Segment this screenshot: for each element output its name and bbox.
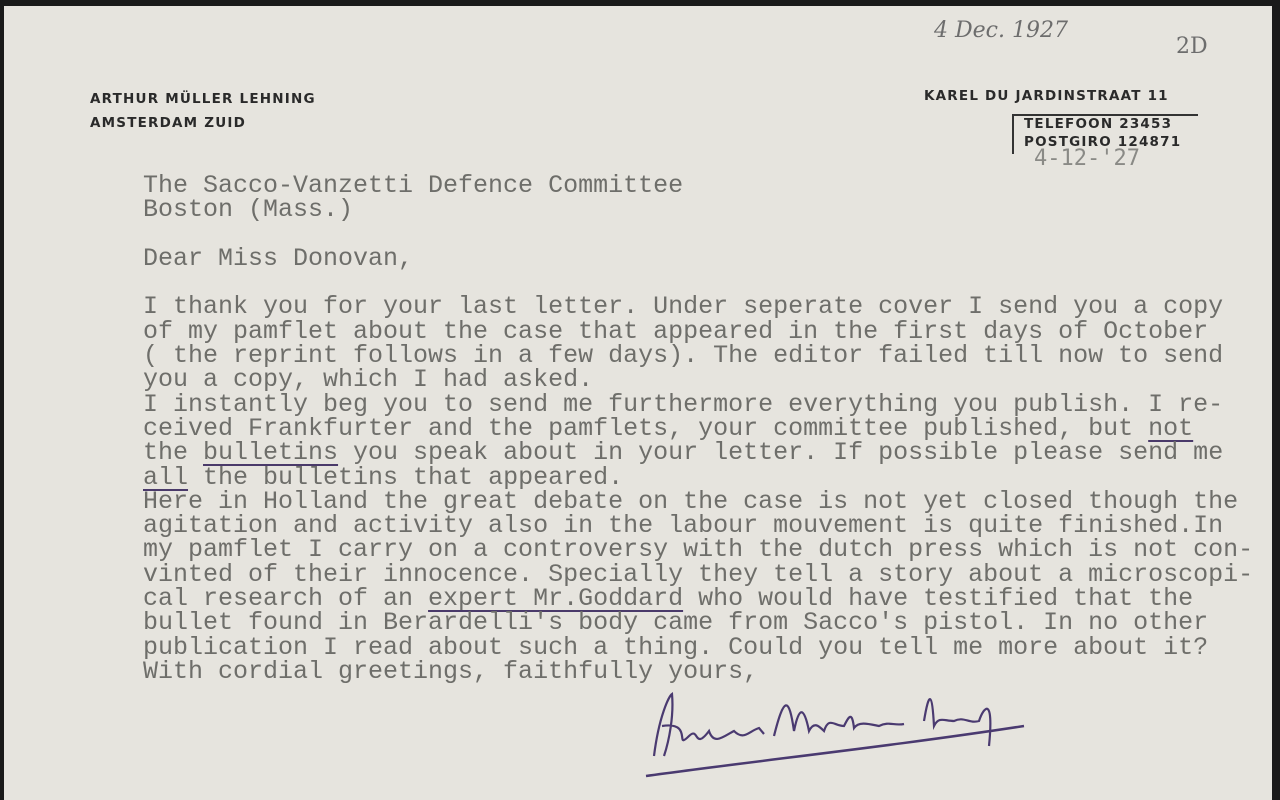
body-line: ceived Frankfurter and the pamflets, your committee published, but not [143, 413, 1194, 443]
body-line: the bulletins you speak about in your letter. If possible please send me [143, 438, 1224, 468]
letterhead-name: ARTHUR MÜLLER LEHNING [90, 91, 316, 107]
body-line: With cordial greetings, faithfully yours, [143, 656, 759, 686]
body-line: my pamflet I carry on a controversy with the dutch press which is not con- [143, 535, 1254, 565]
letter-body [143, 171, 1254, 686]
signature [634, 676, 1044, 786]
letterhead-city: AMSTERDAM ZUID [90, 115, 246, 131]
date-stamp: 4-12-'27 [1034, 146, 1140, 171]
salutation: Dear Miss Donovan, [143, 243, 414, 273]
recipient-line: Boston (Mass.) [143, 195, 354, 225]
body-line: of my pamflet about the case that appeared in the first days of October [143, 316, 1209, 346]
body-line: publication I read about such a thing. Could you tell me more about it? [143, 632, 1209, 662]
underlined-expert: expert Mr.Goddard [428, 584, 684, 614]
recipient-line: The Sacco-Vanzetti Defence Committee [143, 171, 684, 200]
letterhead-postgiro: POSTGIRO 124871 [1024, 134, 1182, 150]
underlined-bulletins: bulletins [203, 438, 339, 468]
body-line: you a copy, which I had asked. [143, 365, 594, 395]
body-line: agitation and activity also in the labour mouvement is quite finished.In [143, 511, 1224, 541]
body-line: Here in Holland the great debate on the case is not yet closed though the [143, 486, 1239, 516]
body-line: I thank you for your last letter. Under seperate cover I send you a copy [143, 292, 1224, 322]
handwritten-date: 4 Dec. 1927 [934, 18, 1068, 43]
letterhead-address: KAREL DU JARDINSTRAAT 11 [924, 88, 1169, 104]
body-line: bullet found in Berardelli's body came from Sacco's pistol. In no other [143, 608, 1209, 638]
underlined-all: all [143, 462, 189, 492]
body-line: vinted of their innocence. Specially they tell a story about a microscopi- [143, 559, 1254, 589]
file-code: 2D [1176, 34, 1208, 59]
body-line: I instantly beg you to send me furthermore everything you publish. I re- [143, 389, 1224, 419]
body-line: cal research of an expert Mr.Goddard who would have testified that the [143, 584, 1194, 614]
letter-page [4, 6, 1272, 800]
body-line: all the bulletins that appeared. [143, 462, 624, 492]
body-line: ( the reprint follows in a few days). The editor failed till now to send [143, 341, 1224, 371]
underlined-not: not [1148, 413, 1194, 443]
letterhead-telephone: TELEFOON 23453 [1024, 116, 1173, 132]
